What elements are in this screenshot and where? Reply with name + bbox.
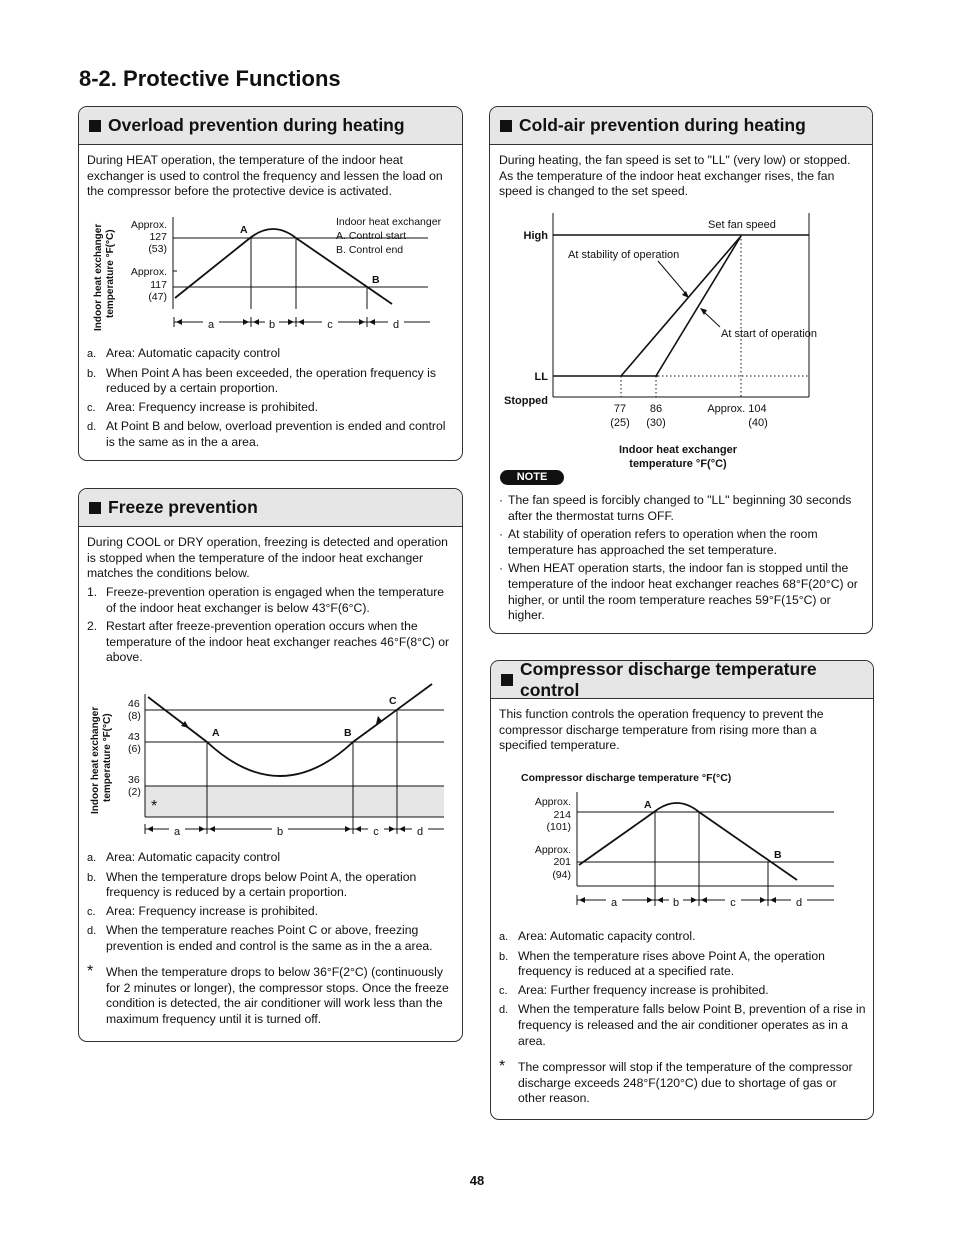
freeze-title: Freeze prevention	[108, 497, 258, 517]
coldair-xlabel-2: temperature °F(°C)	[629, 458, 727, 470]
page-title: 8-2. Protective Functions	[79, 66, 341, 91]
freeze-area-a: a	[173, 826, 181, 838]
overload-tick-hi-2: 127	[149, 231, 167, 243]
freeze-ylabel-2: temperature °F(°C)	[102, 713, 113, 802]
list-item: d. When the temperature falls below Point B, prevention of a rise in frequency is released and the air conditioner operates as in a area.	[499, 1002, 866, 1048]
overload-tick-hi-3: (53)	[148, 243, 167, 255]
compressor-tick-hi-3: (101)	[546, 821, 571, 833]
compressor-title: Compressor discharge temperature control	[520, 660, 817, 700]
coldair-notes	[499, 493, 867, 627]
freeze-tick-46: 46	[128, 698, 140, 710]
freeze-header	[79, 489, 462, 527]
bullet-icon: ·	[499, 561, 504, 576]
overload-header	[79, 107, 462, 145]
freeze-tick-36-c: (2)	[128, 786, 141, 798]
overload-legend-3: B. Control end	[336, 244, 404, 256]
overload-area-c: c	[327, 319, 333, 331]
square-bullet-icon	[500, 120, 512, 132]
overload-chart	[78, 205, 463, 335]
freeze-star-note: * When the temperature drops to below 36°F(2°C) (continuously for 2 minutes or longer), the compressor stops. Once the freeze condition is detected, the air conditioner will work less than the maximum frequency until it is turned off.	[87, 963, 449, 1026]
list-item: 1. Freeze-prevention operation is engaged when the temperature of the indoor heat exchanger is below 43°F(6°C).	[87, 585, 445, 615]
overload-title: Overload prevention during heating	[108, 115, 405, 135]
freeze-numbered-list	[87, 585, 453, 669]
freeze-area-d: d	[416, 826, 424, 838]
bullet-icon: ·	[499, 527, 504, 542]
overload-tick-lo-1: Approx.	[130, 266, 167, 278]
square-bullet-icon	[89, 502, 101, 514]
compressor-tick-lo-3: (94)	[552, 869, 571, 881]
list-item: · The fan speed is forcibly changed to "LL" beginning 30 seconds after the thermostat turns OFF.	[499, 493, 852, 523]
freeze-list	[87, 850, 453, 958]
bullet-icon: ·	[499, 493, 504, 507]
compressor-tick-lo-2: 201	[553, 856, 571, 868]
compressor-area-b: b	[672, 897, 680, 909]
compressor-tick-hi-1: Approx.	[534, 796, 571, 808]
compressor-tick-hi-2: 214	[553, 809, 571, 821]
coldair-intro: During heating, the fan speed is set to "LL" (very low) or stopped. As the temperature of the indoor heat exchanger rises, the fan speed is changed to the set speed.	[499, 153, 851, 199]
list-item: a. Area: Automatic capacity control.	[499, 929, 696, 943]
coldair-title: Cold-air prevention during heating	[519, 115, 806, 135]
compressor-chart-title: Compressor discharge temperature °F(°C)	[521, 772, 732, 784]
overload-tick-hi-1: Approx.	[130, 219, 167, 231]
overload-area-b: b	[268, 319, 276, 331]
freeze-tick-43-c: (6)	[128, 743, 141, 755]
overload-tick-lo-3: (47)	[148, 291, 167, 303]
overload-intro: During HEAT operation, the temperature of the indoor heat exchanger is used to control the frequency and lessen the load on the compressor before the protective device is activated.	[87, 153, 443, 199]
list-item: d. At Point B and below, overload prevention is ended and control is the same as in the a area.	[87, 419, 446, 449]
coldair-callout-arrowhead	[682, 291, 689, 298]
coldair-x-tick-86-c: (30)	[646, 417, 666, 429]
overload-area-a: a	[207, 319, 215, 331]
overload-legend-1: Indoor heat exchanger	[336, 216, 442, 228]
coldair-xlabel-1: Indoor heat exchanger	[619, 444, 737, 456]
coldair-header	[490, 107, 872, 145]
freeze-stop-zone	[145, 786, 444, 817]
coldair-x-tick-77: 77	[613, 403, 627, 415]
list-item: · When HEAT operation starts, the indoor fan is stopped until the temperature of the indoor heat exchanger reaches 68°F(20°C) or higher, or until the room temperature reaches 59°F(15°C) or higher.	[499, 561, 858, 623]
overload-point-b: B	[372, 274, 380, 286]
coldair-x-tick-104-c: (40)	[748, 417, 768, 429]
overload-list	[87, 346, 453, 454]
compressor-star-note: * The compressor will stop if the temperature of the compressor discharge exceeds 248°F(120°C) due to shortage of gas or other reason.	[499, 1058, 853, 1106]
compressor-chart	[490, 765, 874, 915]
coldair-chart	[489, 210, 873, 470]
compressor-list	[499, 929, 866, 1052]
coldair-callout-stability	[658, 261, 686, 294]
list-item: c. Area: Frequency increase is prohibited.	[87, 903, 319, 918]
page-number: 48	[469, 1173, 485, 1188]
freeze-intro: During COOL or DRY operation, freezing is detected and operation is stopped when the temperature of the indoor heat exchanger matches the conditions below.	[87, 535, 448, 581]
freeze-point-b: B	[344, 727, 352, 739]
overload-area-d: d	[392, 319, 400, 331]
list-item: b. When the temperature drops below Point A, the operation frequency is reduced by a certain proportion.	[87, 869, 417, 900]
freeze-tick-46-c: (8)	[128, 710, 141, 722]
list-item: 2. Restart after freeze-prevention operation occurs when the temperature of the indoor heat exchanger reaches 46°F(8°C) or above.	[87, 619, 450, 665]
list-item: d. When the temperature reaches Point C or above, freezing prevention is ended and control is the same as in the a area.	[87, 923, 433, 953]
compressor-point-b: B	[774, 849, 782, 861]
list-item: a. Area: Automatic capacity control	[87, 346, 281, 360]
coldair-at-stability: At stability of operation	[568, 249, 680, 261]
compressor-header	[491, 661, 873, 699]
compressor-intro: This function controls the operation frequency to prevent the compressor discharge temperature from rising more than a specified temperature.	[499, 707, 824, 753]
compressor-tick-lo-1: Approx.	[534, 844, 571, 856]
overload-tick-lo-2: 117	[150, 279, 167, 291]
freeze-point-a: A	[212, 727, 220, 739]
compressor-point-a: A	[644, 799, 652, 811]
coldair-x-tick-104: Approx. 104	[707, 403, 767, 415]
coldair-callout-start	[703, 311, 720, 327]
freeze-star-mark: *	[151, 798, 158, 815]
asterisk-icon: *	[87, 963, 94, 980]
overload-legend-2: A. Control start	[336, 230, 407, 242]
freeze-point-c: C	[389, 695, 397, 707]
list-item: c. Area: Frequency increase is prohibited.	[87, 399, 319, 414]
coldair-x-tick-86: 86	[649, 403, 663, 415]
coldair-y-ll: LL	[534, 371, 548, 383]
asterisk-icon: *	[499, 1058, 506, 1075]
coldair-at-start: At start of operation	[721, 328, 817, 340]
coldair-y-high: High	[523, 230, 548, 242]
square-bullet-icon	[89, 120, 101, 132]
freeze-ylabel-1: Indoor heat exchanger	[90, 706, 101, 814]
freeze-chart	[78, 680, 463, 845]
list-item: a. Area: Automatic capacity control	[87, 850, 281, 864]
freeze-tick-43: 43	[128, 731, 140, 743]
compressor-area-c: c	[730, 897, 736, 909]
freeze-area-b: b	[276, 826, 284, 838]
compressor-area-d: d	[795, 897, 803, 909]
compressor-temp-curve	[579, 803, 797, 880]
overload-point-a: A	[240, 224, 248, 236]
compressor-area-a: a	[610, 897, 618, 909]
list-item: c. Area: Further frequency increase is prohibited.	[499, 982, 769, 997]
note-badge: NOTE	[500, 470, 564, 485]
coldair-x-tick-77-c: (25)	[610, 417, 630, 429]
overload-ylabel-2: temperature °F(°C)	[105, 229, 116, 318]
coldair-set-fan-speed: Set fan speed	[708, 219, 776, 231]
list-item: b. When the temperature rises above Point A, the operation frequency is reduced at a specified rate.	[499, 948, 825, 979]
coldair-y-stopped: Stopped	[504, 395, 548, 407]
freeze-area-c: c	[373, 826, 379, 838]
freeze-tick-36: 36	[128, 774, 140, 786]
list-item: b. When Point A has been exceeded, the operation frequency is reduced by a certain proportion.	[87, 365, 436, 396]
list-item: · At stability of operation refers to operation when the room temperature has approached the set temperature.	[499, 527, 818, 557]
overload-ylabel-1: Indoor heat exchanger	[93, 223, 104, 331]
square-bullet-icon	[501, 674, 513, 686]
